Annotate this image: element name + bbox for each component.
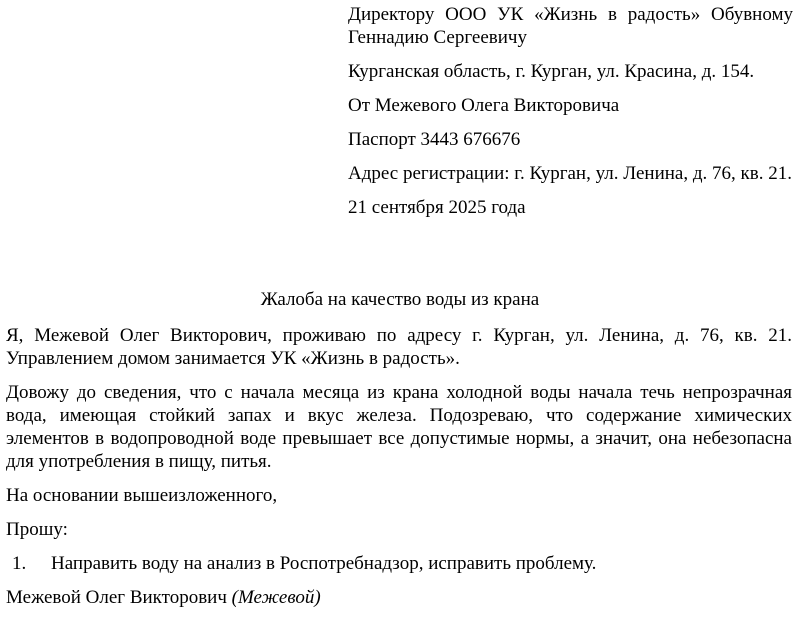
complaint-paragraph: Довожу до сведения, что с начала месяца из крана холодной воды начала течь непрозрачная вода, имеющая стойкий запах и вкус железа. Подозреваю, что содержание химических элементов в водопроводной воде превышает все допустимые нормы, а значит, она небезопасна для употребления в пищу, питья. (6, 382, 792, 472)
document-title: Жалоба на качество воды из крана (260, 289, 540, 310)
list-item (6, 552, 792, 575)
recipient-line: Директору ООО УК «Жизнь в радость» Обувному Геннадию Сергеевичу (348, 4, 793, 48)
handwritten-signature: (Межевой) (231, 587, 321, 608)
request-list (6, 552, 792, 575)
list-item-text: Направить воду на анализ в Роспотребнадзор, исправить проблему. (51, 553, 597, 574)
document-header (348, 3, 793, 230)
registration-address: Адрес регистрации: г. Курган, ул. Ленина, д. 76, кв. 21. (348, 163, 792, 184)
intro-paragraph: Я, Межевой Олег Викторович, проживаю по адресу г. Курган, ул. Ленина, д. 76, кв. 21. Управлением домом занимается УК «Жизнь в радость». (6, 325, 792, 369)
sender-line: От Межевого Олега Викторовича (348, 95, 620, 116)
list-item-number: 1. (12, 553, 27, 574)
basis-paragraph: На основании вышеизложенного, (6, 485, 278, 506)
signature-line (6, 586, 792, 609)
document-body (6, 324, 792, 609)
signer-name: Межевой Олег Викторович (6, 587, 227, 608)
recipient-address: Курганская область, г. Курган, ул. Красина, д. 154. (348, 61, 755, 82)
request-heading: Прошу: (6, 519, 68, 540)
passport-line: Паспорт 3443 676676 (348, 129, 521, 150)
document-date: 21 сентября 2025 года (348, 197, 526, 218)
